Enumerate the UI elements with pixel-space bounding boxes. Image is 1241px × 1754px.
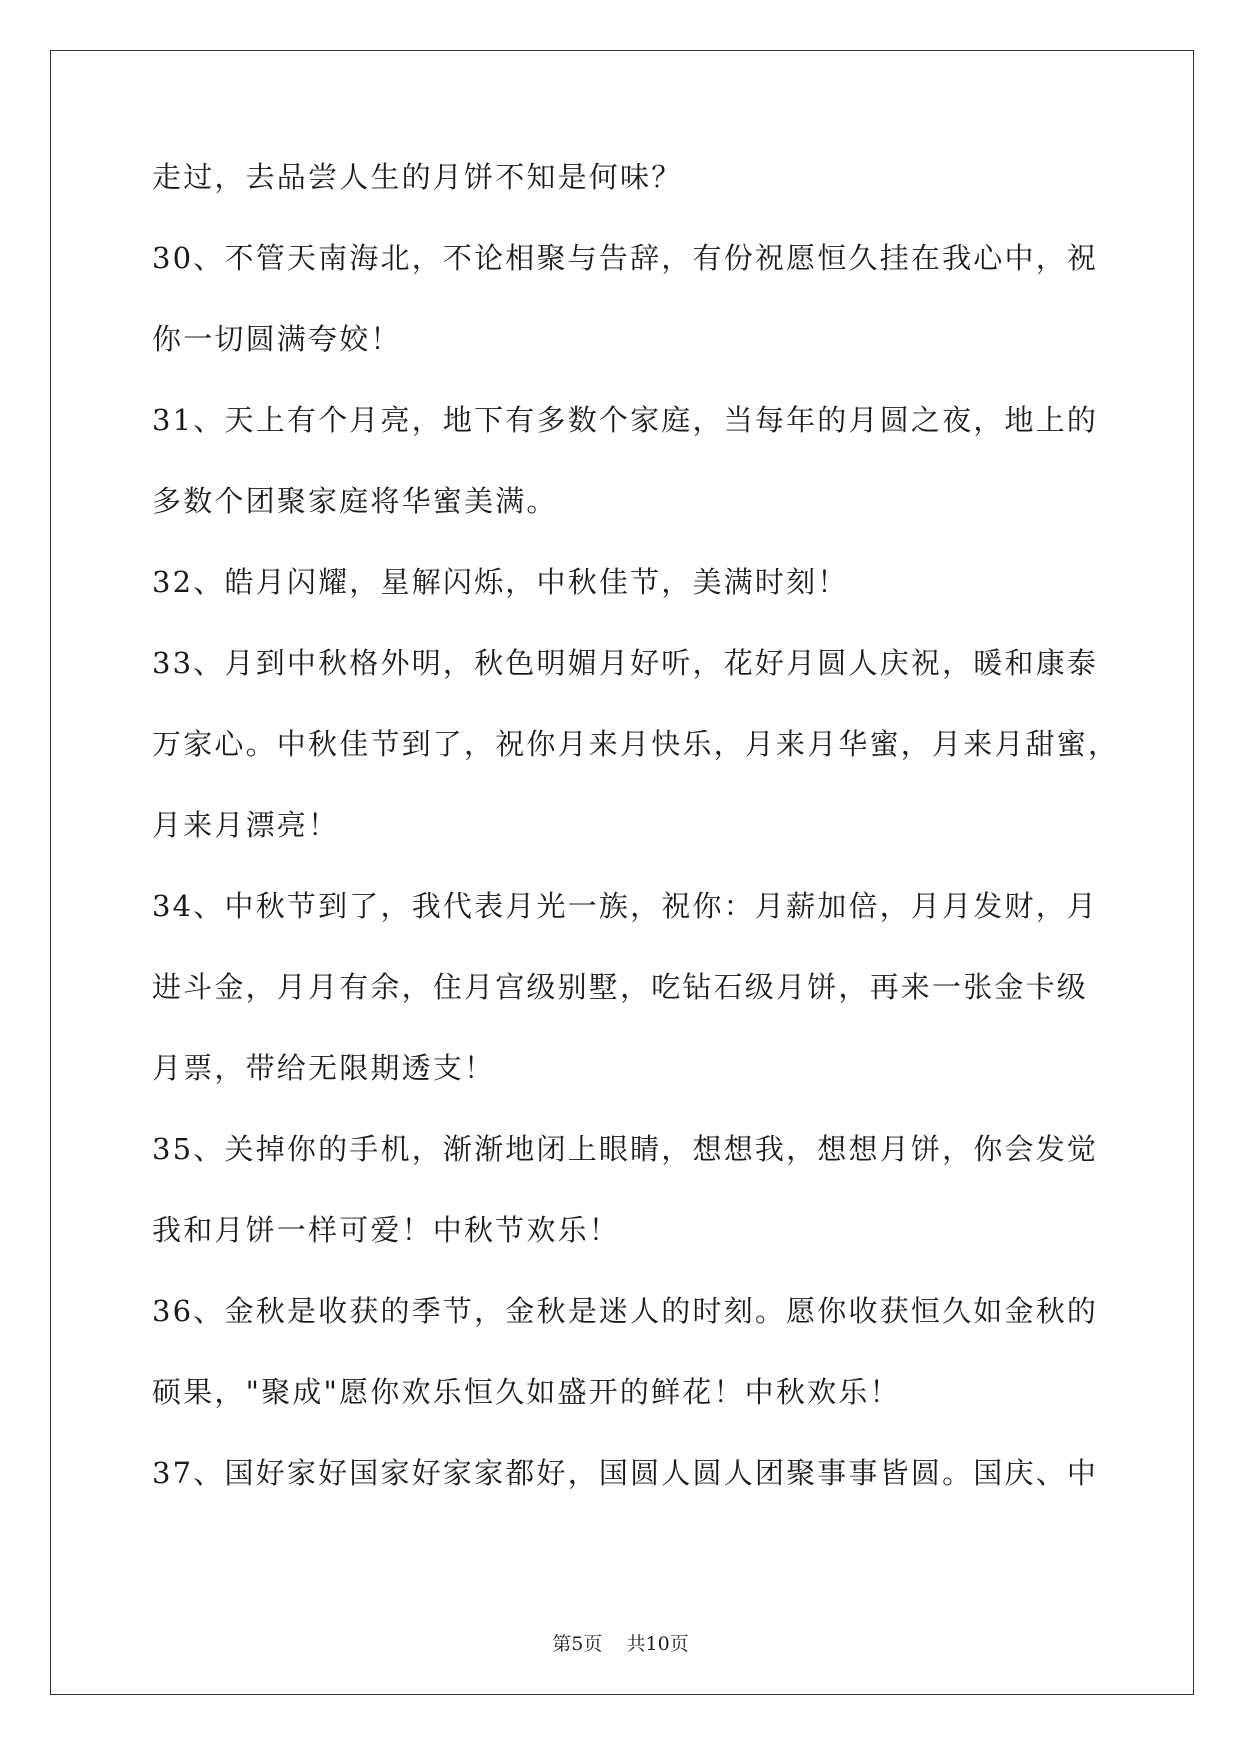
document-body (152, 160, 1120, 1537)
page-number: 第5页 (552, 1633, 603, 1655)
text-line: 月票，带给无限期透支！ (152, 1051, 496, 1085)
text-line: 进斗金，月月有余，住月宫级别墅，吃钻石级月饼，再来一张金卡级 (152, 970, 1089, 1004)
text-line: 万家心。中秋佳节到了，祝你月来月快乐，月来月华蜜，月来月甜蜜， (152, 727, 1120, 761)
text-line: 我和月饼一样可爱！中秋节欢乐！ (152, 1213, 621, 1247)
text-line: 走过，去品尝人生的月饼不知是何味？ (152, 160, 683, 194)
text-line: 硕果，"聚成"愿你欢乐恒久如盛开的鲜花！中秋欢乐！ (152, 1375, 901, 1409)
text-line: 35、关掉你的手机，渐渐地闭上眼睛，想想我，想想月饼，你会发觉 (152, 1132, 1099, 1166)
text-line: 多数个团聚家庭将华蜜美满。 (152, 484, 558, 518)
text-line: 30、不管天南海北，不论相聚与告辞，有份祝愿恒久挂在我心中，祝 (152, 241, 1099, 275)
text-line: 33、月到中秋格外明，秋色明媚月好听，花好月圆人庆祝，暖和康泰 (152, 646, 1099, 680)
text-line: 37、国好家好国家好家家都好，国圆人圆人团聚事事皆圆。国庆、中 (152, 1456, 1099, 1490)
page-footer (0, 1632, 1241, 1656)
text-line: 34、中秋节到了，我代表月光一族，祝你：月薪加倍，月月发财，月 (152, 889, 1099, 923)
text-line: 32、皓月闪耀，星解闪烁，中秋佳节，美满时刻！ (152, 565, 849, 599)
page-total: 共10页 (626, 1633, 689, 1655)
text-line: 月来月漂亮！ (152, 808, 340, 842)
text-line: 你一切圆满夸姣！ (152, 322, 402, 356)
text-line: 31、天上有个月亮，地下有多数个家庭，当每年的月圆之夜，地上的 (152, 403, 1099, 437)
text-line: 36、金秋是收获的季节，金秋是迷人的时刻。愿你收获恒久如金秋的 (152, 1294, 1099, 1328)
